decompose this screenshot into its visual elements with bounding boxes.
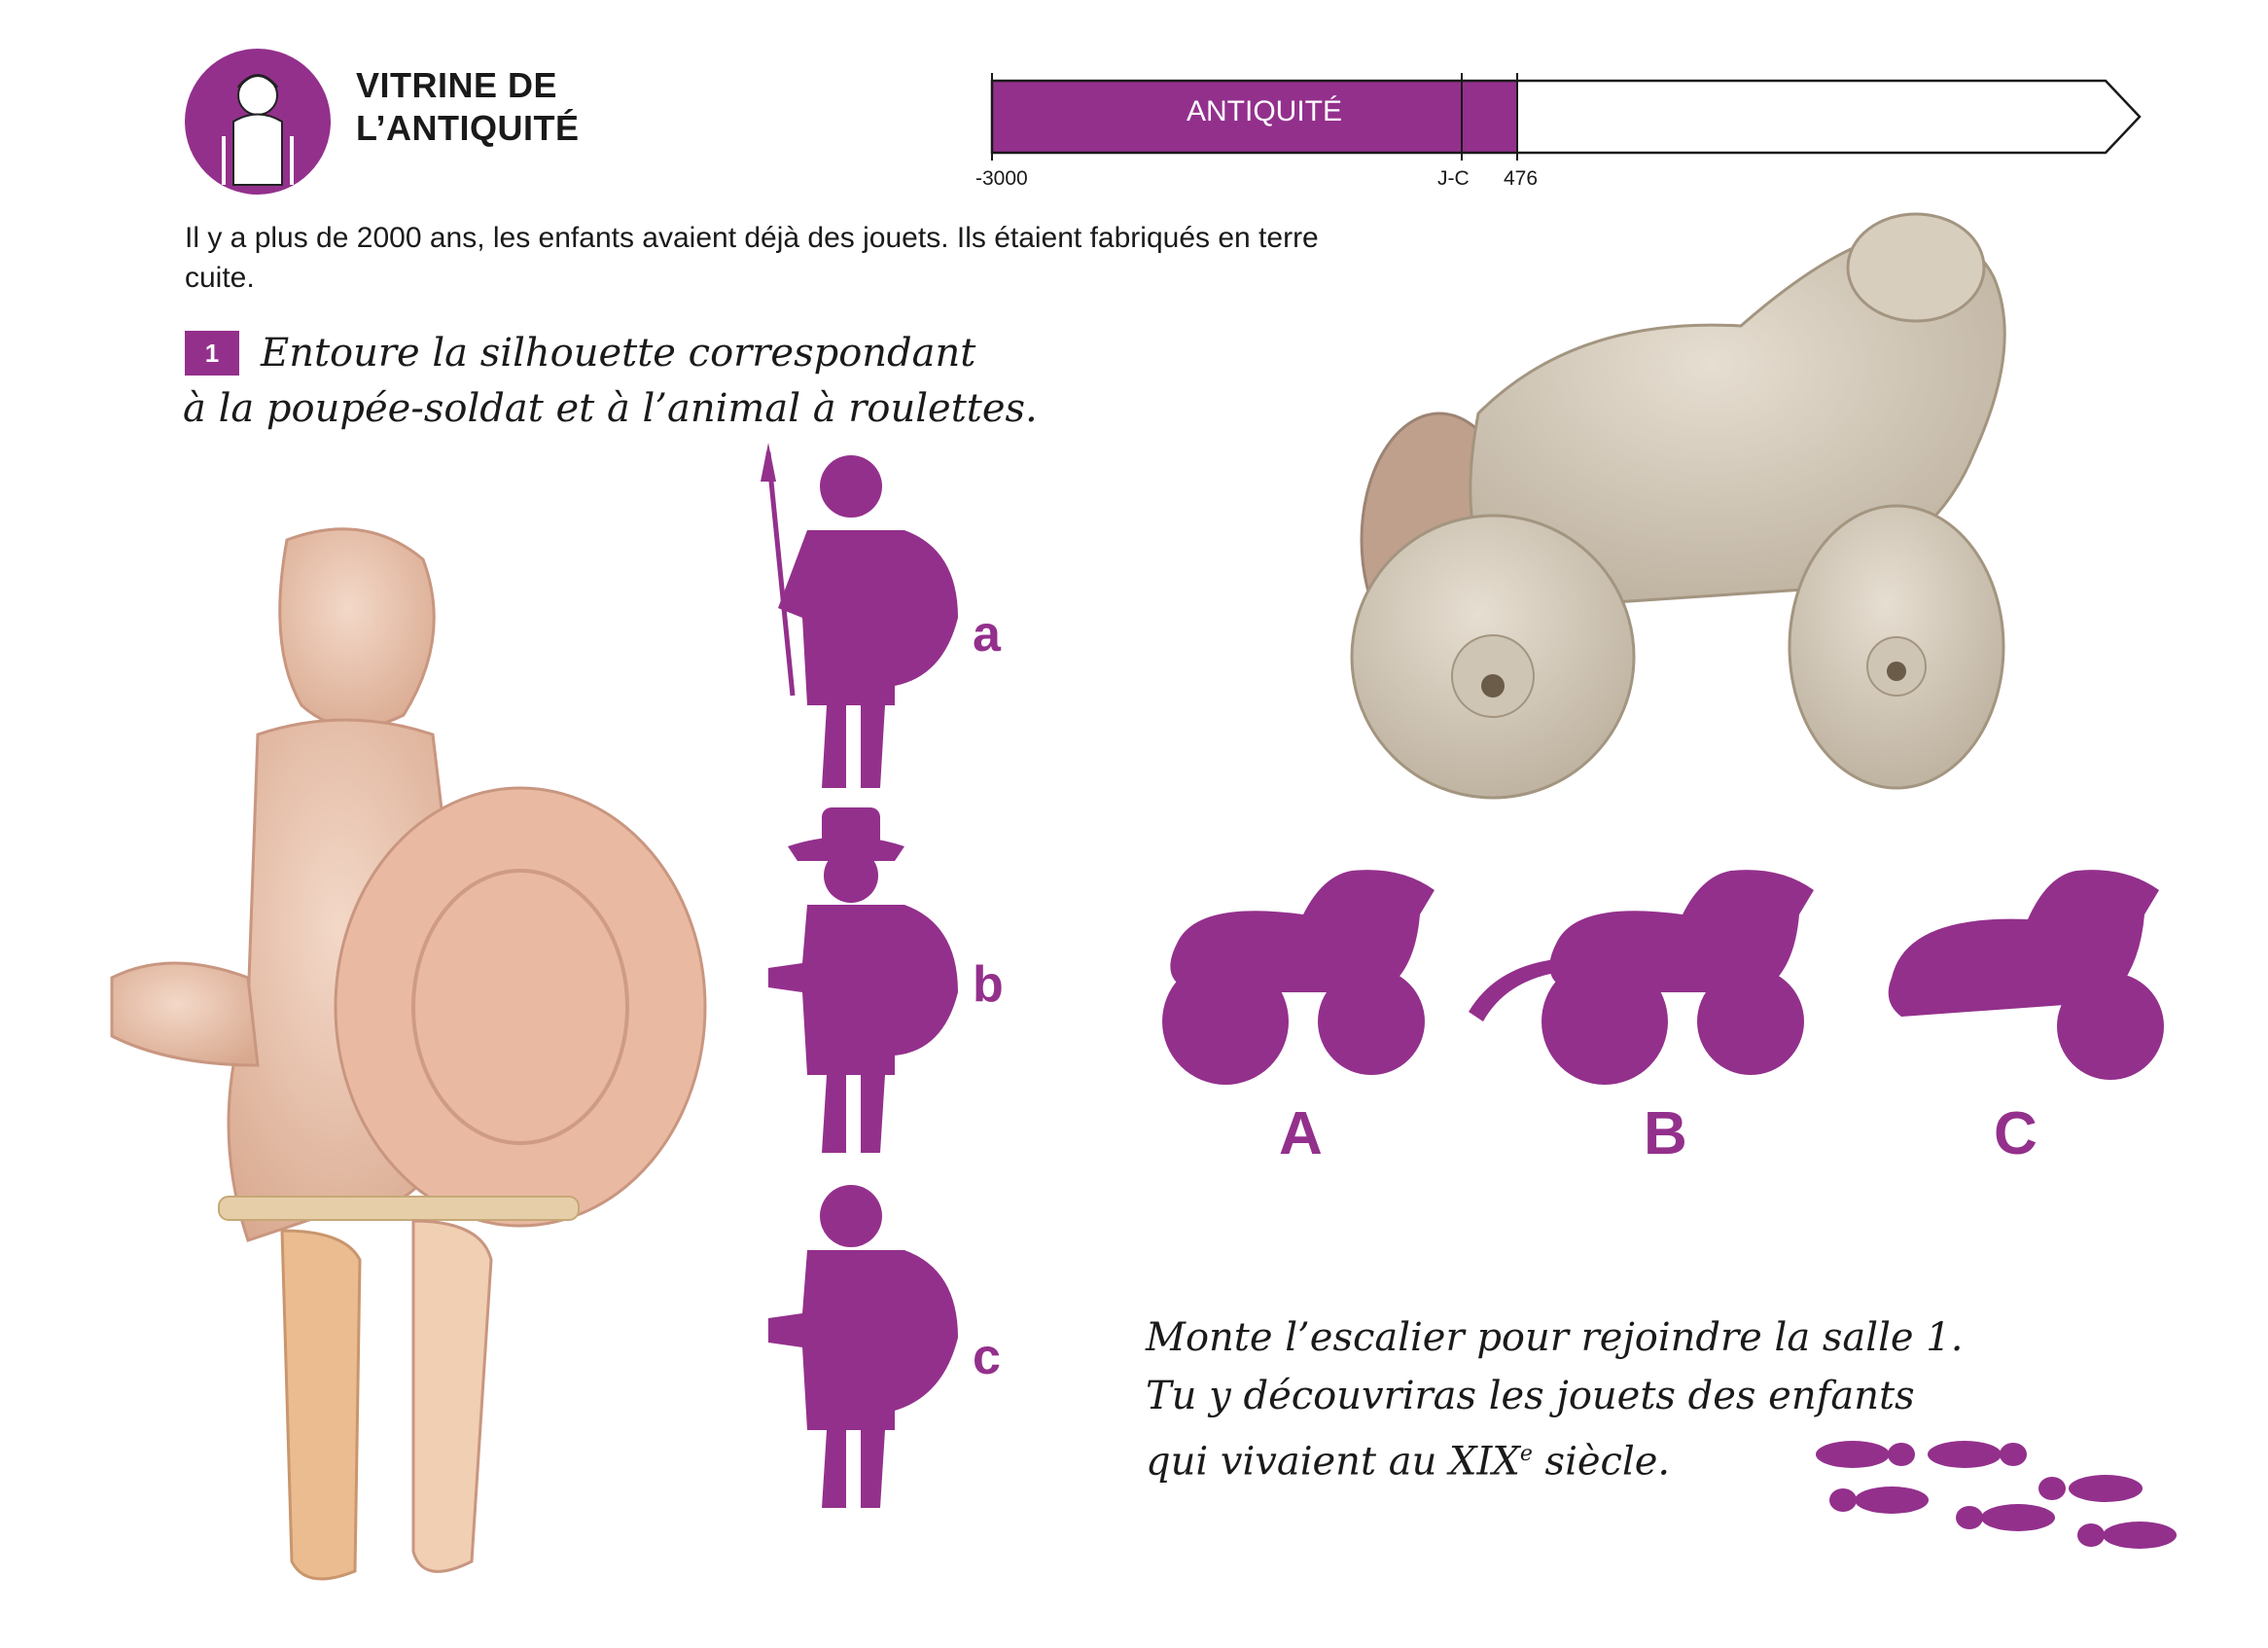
instruction-line-1: Entoure la silhouette correspondant (261, 331, 976, 376)
option-label-b: b (973, 956, 1004, 1013)
outro-line-3-text: qui vivaient au XIX (1146, 1439, 1520, 1485)
option-label-c: c (973, 1329, 1001, 1385)
soldier-doll-photo (92, 520, 734, 1600)
soldier-silhouette-b (749, 807, 992, 1158)
era-label: ANTIQUITÉ (1186, 95, 1342, 127)
option-label-upper-a: A (1279, 1100, 1323, 1167)
tick-label-start: -3000 (975, 167, 1028, 190)
animal-silhouette-c (1882, 856, 2174, 1090)
animal-silhouette-a (1157, 856, 1439, 1090)
option-label-a: a (973, 606, 1001, 663)
outro-line-2: Tu y découvriras les jouets des enfants (1146, 1374, 1915, 1418)
title-line-2: L’ANTIQUITÉ (356, 108, 580, 148)
wheeled-animal-photo (1332, 199, 2091, 832)
exercise-number: 1 (185, 331, 239, 376)
option-label-upper-c: C (1994, 1100, 2038, 1167)
title-line-1: VITRINE DE (356, 65, 558, 105)
instruction-line-2: à la poupée-soldat et à l’animal à roulettes. (183, 386, 1038, 431)
tick-label-jc: J-C (1437, 167, 1470, 190)
soldier-silhouette-a (749, 443, 992, 793)
outro-line-3-end: siècle. (1532, 1439, 1671, 1485)
statue-icon (185, 49, 331, 195)
tick-label-end: 476 (1504, 167, 1539, 190)
option-label-upper-b: B (1644, 1100, 1687, 1167)
animal-silhouette-b (1459, 856, 1819, 1090)
soldier-silhouette-c (749, 1182, 992, 1513)
section-title (356, 64, 580, 150)
outro-line-1: Monte l’escalier pour rejoindre la salle 1. (1146, 1315, 1964, 1360)
footprints-icon (1809, 1430, 2198, 1586)
antiquity-badge (185, 49, 331, 195)
century-superscript: e (1519, 1442, 1533, 1466)
intro-text: Il y a plus de 2000 ans, les enfants avaient déjà des jouets. Ils étaient fabriqués en terre cuite. (185, 222, 1319, 294)
